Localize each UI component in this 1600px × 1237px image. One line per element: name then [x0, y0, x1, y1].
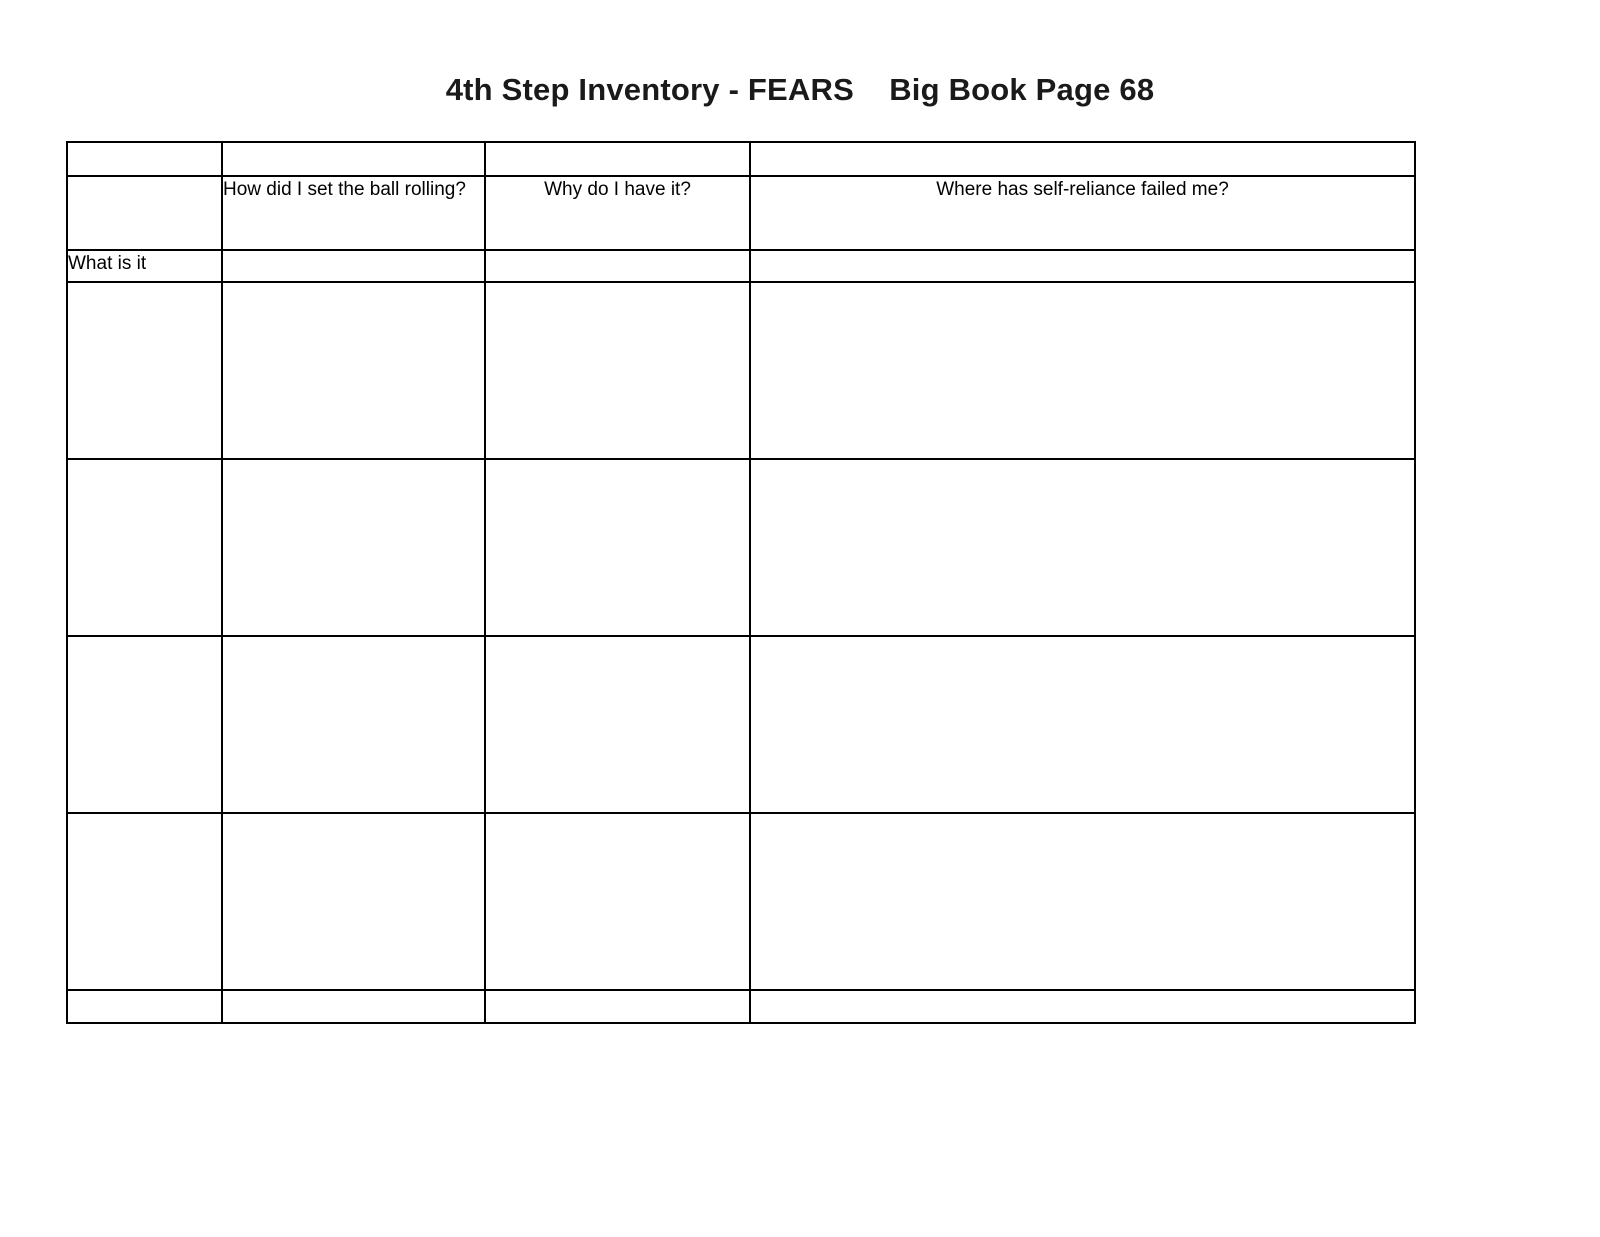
cell-why-have-it[interactable]	[485, 636, 750, 813]
spacer-cell-3	[485, 142, 750, 176]
spacer-cell-4	[750, 142, 1415, 176]
table-subheader-row	[67, 250, 1415, 282]
subheader-cell-why-have-it	[485, 250, 750, 282]
table-spacer-row	[67, 142, 1415, 176]
footer-cell-what-is-it[interactable]	[67, 990, 222, 1023]
cell-why-have-it[interactable]	[485, 813, 750, 990]
table-row[interactable]	[67, 459, 1415, 636]
cell-why-have-it[interactable]	[485, 282, 750, 459]
cell-ball-rolling[interactable]	[222, 459, 485, 636]
footer-cell-self-reliance[interactable]	[750, 990, 1415, 1023]
subheader-cell-self-reliance	[750, 250, 1415, 282]
fears-inventory-table	[66, 141, 1416, 1024]
table-footer-row[interactable]	[67, 990, 1415, 1023]
subheader-cell-ball-rolling	[222, 250, 485, 282]
cell-ball-rolling[interactable]	[222, 813, 485, 990]
footer-cell-why-have-it[interactable]	[485, 990, 750, 1023]
column-header-blank	[67, 176, 222, 250]
column-header-why-have-it: Why do I have it?	[485, 176, 750, 250]
table-row[interactable]	[67, 282, 1415, 459]
spacer-cell-2	[222, 142, 485, 176]
table-row[interactable]	[67, 813, 1415, 990]
cell-what-is-it[interactable]	[67, 459, 222, 636]
spacer-cell-1	[67, 142, 222, 176]
table-header-row	[67, 176, 1415, 250]
page-title: 4th Step Inventory - FEARS Big Book Page 68	[445, 72, 1155, 107]
row-label-what-is-it: What is it	[67, 250, 222, 282]
cell-self-reliance[interactable]	[750, 636, 1415, 813]
column-header-self-reliance: Where has self-reliance failed me?	[750, 176, 1415, 250]
cell-self-reliance[interactable]	[750, 459, 1415, 636]
cell-ball-rolling[interactable]	[222, 636, 485, 813]
footer-cell-ball-rolling[interactable]	[222, 990, 485, 1023]
cell-why-have-it[interactable]	[485, 459, 750, 636]
column-header-ball-rolling: How did I set the ball rolling?	[222, 176, 485, 250]
cell-self-reliance[interactable]	[750, 813, 1415, 990]
cell-what-is-it[interactable]	[67, 282, 222, 459]
cell-self-reliance[interactable]	[750, 282, 1415, 459]
table-row[interactable]	[67, 636, 1415, 813]
cell-ball-rolling[interactable]	[222, 282, 485, 459]
cell-what-is-it[interactable]	[67, 636, 222, 813]
cell-what-is-it[interactable]	[67, 813, 222, 990]
